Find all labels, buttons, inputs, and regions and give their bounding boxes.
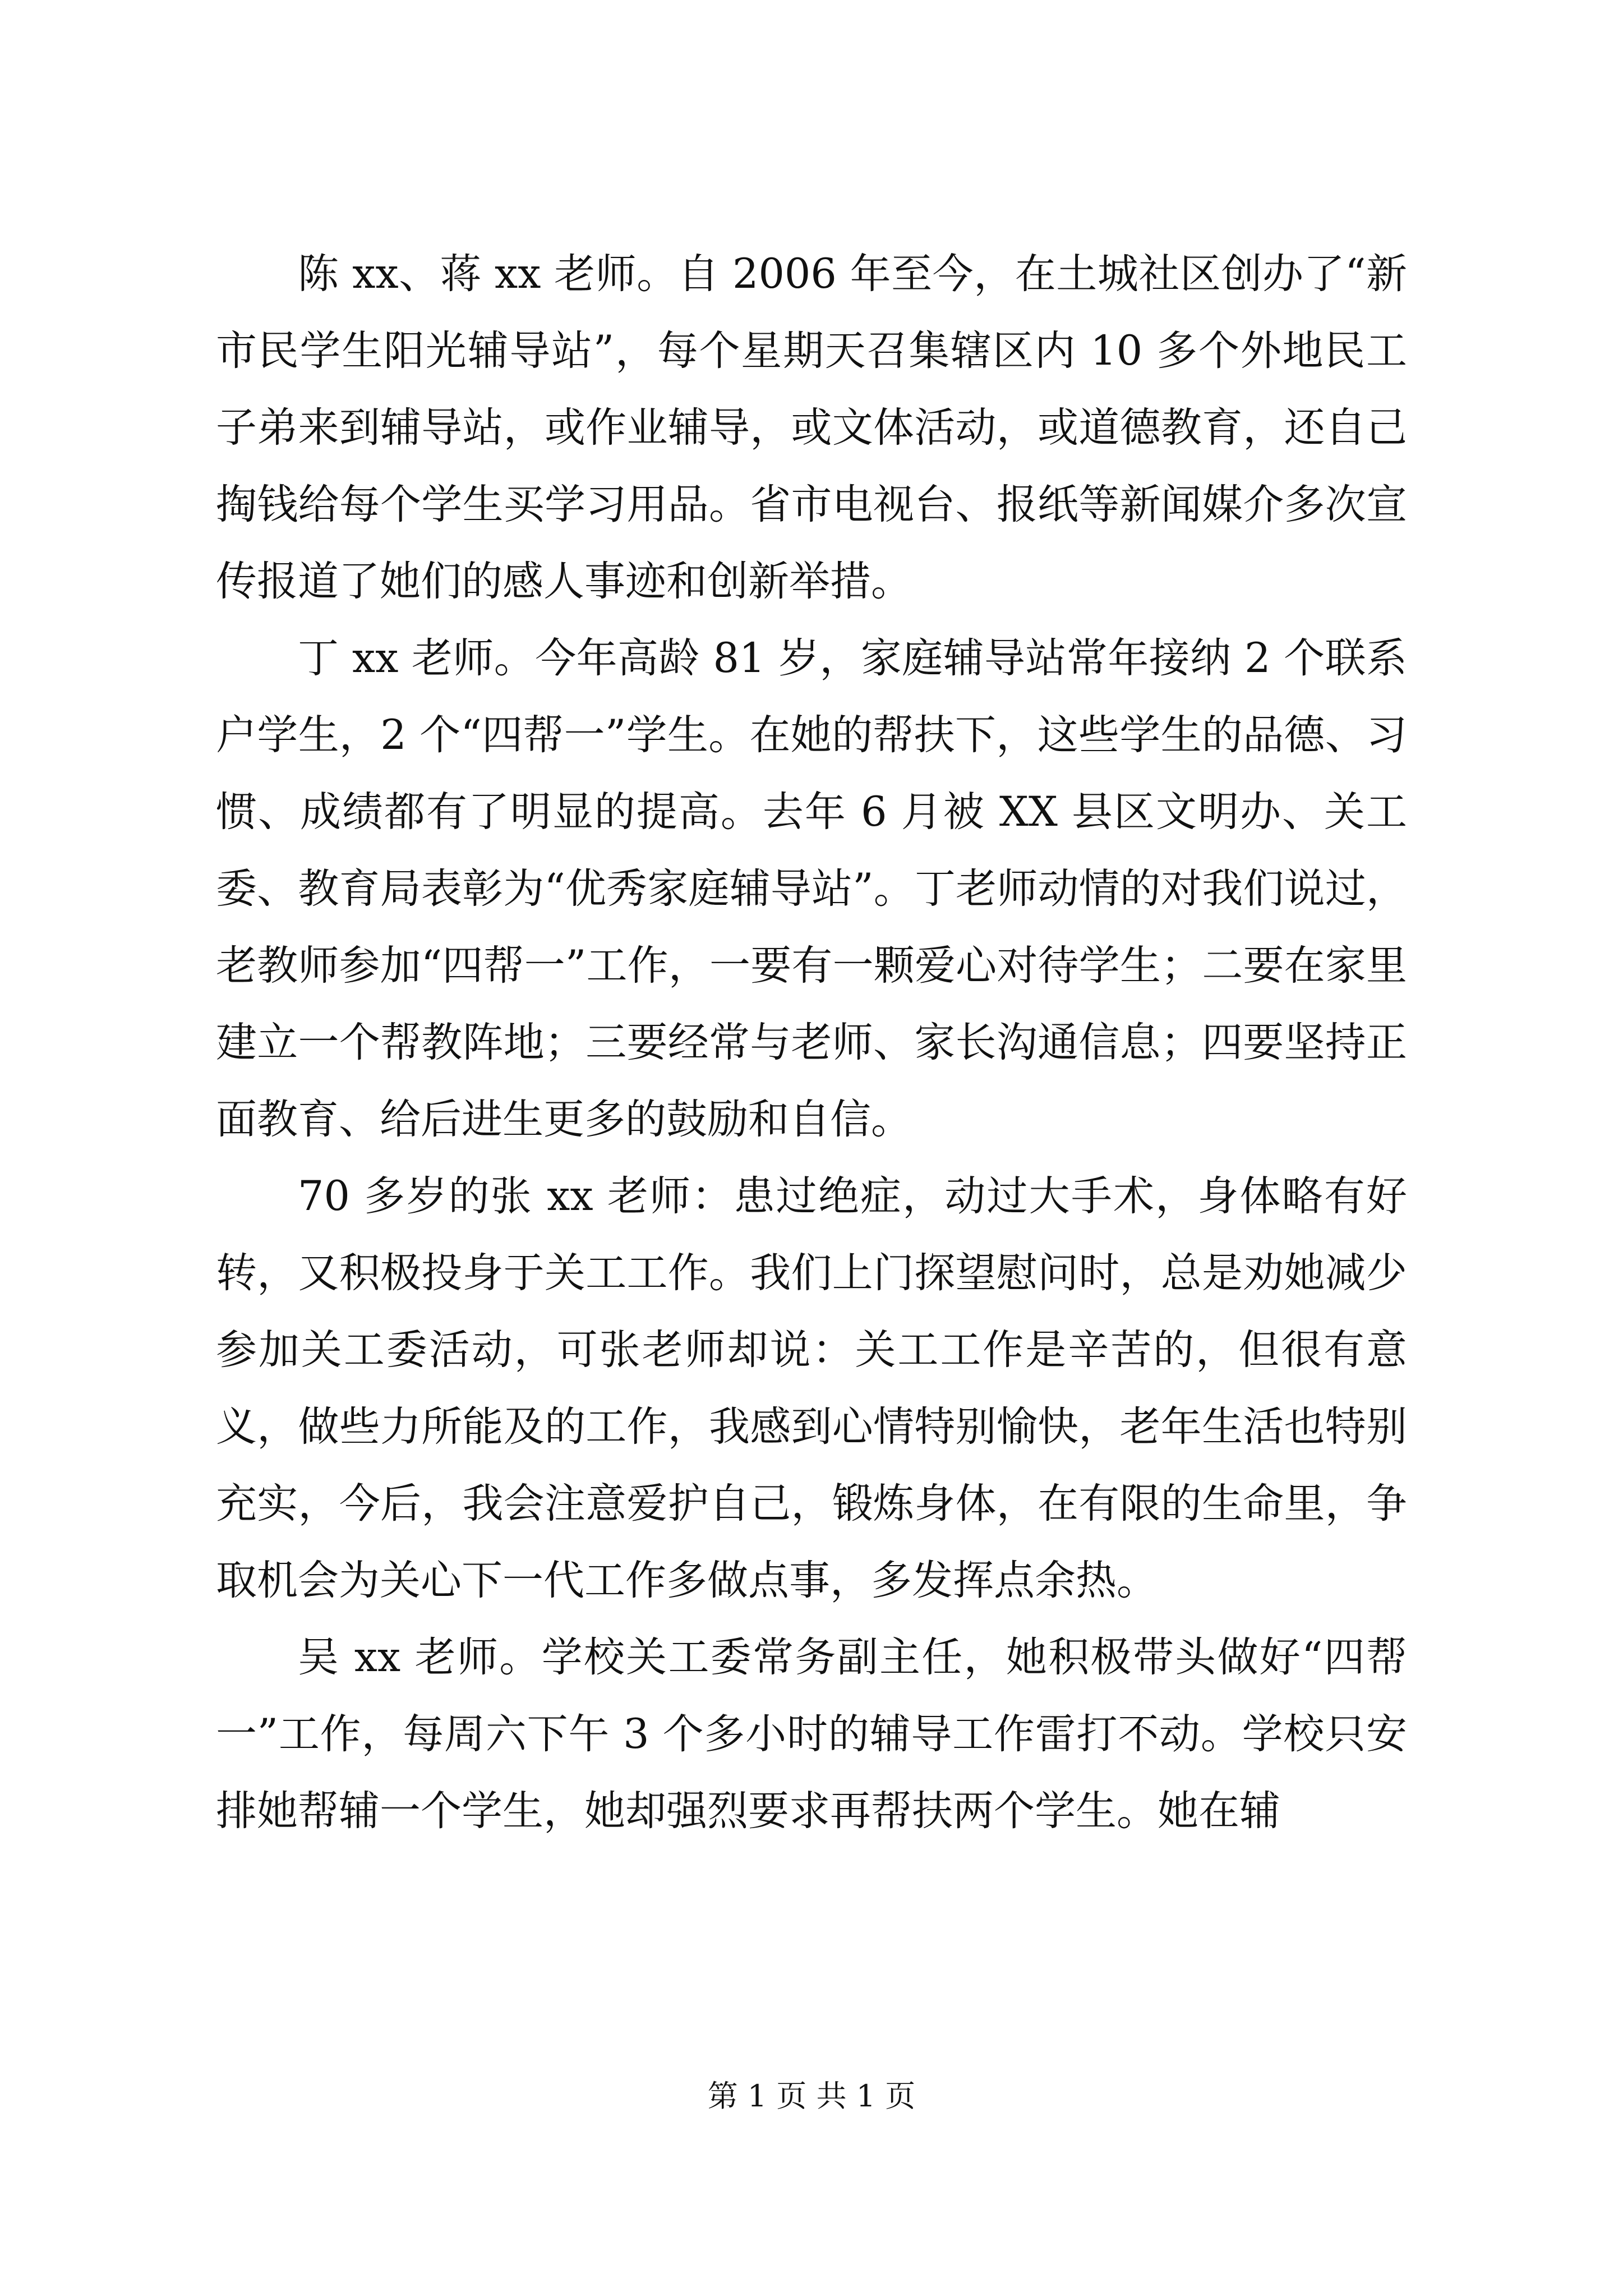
page-number: 第 1 页 共 1 页 [707,2078,916,2114]
paragraph-zhang: 70 多岁的张 xx 老师：患过绝症，动过大手术，身体略有好转，又积极投身于关工工作。我们上门探望慰问时，总是劝她减少参加关工委活动，可张老师却说：关工工作是辛苦的，但很有意义，做些力所能及的工作，我感到心情特别愉快，老年生活也特别充实，今后，我会注意爱护自己，锻炼身体，在有限的生命里，争取机会为关心下一代工作多做点事，多发挥点余热。 [216,1172,1407,1604]
paragraph-wu: 吴 xx 老师。学校关工委常务副主任，她积极带头做好“四帮一”工作，每周六下午 3 个多小时的辅导工作雷打不动。学校只安排她帮辅一个学生，她却强烈要求再帮扶两个学生。她在辅 [216,1634,1407,1835]
page-footer [0,2077,1623,2116]
document-body [216,236,1407,1849]
paragraph-ding: 丁 xx 老师。今年高龄 81 岁，家庭辅导站常年接纳 2 个联系户学生，2 个“四帮一”学生。在她的帮扶下，这些学生的品德、习惯、成绩都有了明显的提高。去年 6 月被 XX 县区文明办、关工委、教育局表彰为“优秀家庭辅导站”。丁老师动情的对我们说过，老教师参加“四帮一”工作，一要有一颗爱心对待学生；二要在家里建立一个帮教阵地；三要经常与老师、家长沟通信息；四要坚持正面教育、给后进生更多的鼓励和自信。 [216,634,1407,1143]
paragraph-chen: 陈 xx、蒋 xx 老师。自 2006 年至今，在土城社区创办了“新市民学生阳光辅导站”，每个星期天召集辖区内 10 多个外地民工子弟来到辅导站，或作业辅导，或文体活动，或道德教育，还自己掏钱给每个学生买学习用品。省市电视台、报纸等新闻媒介多次宣传报道了她们的感人事迹和创新举措。 [216,250,1407,605]
